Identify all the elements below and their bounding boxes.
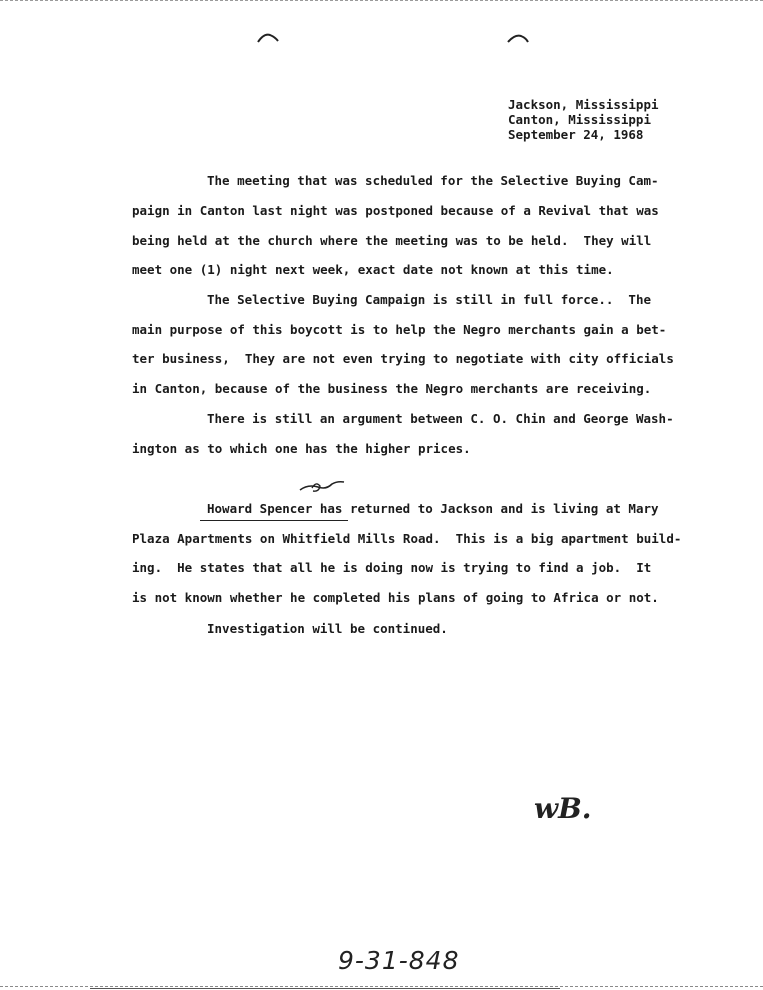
body-line: Plaza Apartments on Whitfield Mills Road. This is a big apartment build- bbox=[132, 531, 682, 546]
bottom-edge-rule bbox=[90, 988, 560, 989]
header-date: September 24, 1968 bbox=[508, 127, 644, 142]
body-line: paign in Canton last night was postponed because of a Revival that was bbox=[132, 203, 659, 218]
file-number: 9-31-848 bbox=[338, 946, 460, 975]
header-block bbox=[508, 97, 659, 142]
name-underline bbox=[200, 520, 348, 521]
punch-mark-left bbox=[256, 30, 280, 46]
body-line: in Canton, because of the business the Negro merchants are receiving. bbox=[132, 381, 652, 396]
body-line: main purpose of this boycott is to help the Negro merchants gain a bet- bbox=[132, 322, 667, 337]
bottom-edge-dashes bbox=[0, 986, 763, 987]
body-line: Investigation will be continued. bbox=[207, 621, 448, 636]
handwritten-check-mark bbox=[298, 478, 346, 496]
punch-mark-right bbox=[506, 32, 530, 46]
body-line: is not known whether he completed his plans of going to Africa or not. bbox=[132, 590, 659, 605]
handwritten-initials: wB. bbox=[534, 792, 592, 825]
body-line: There is still an argument between C. O. Chin and George Wash- bbox=[207, 411, 674, 426]
body-line: being held at the church where the meeting was to be held. They will bbox=[132, 233, 652, 248]
top-edge-dashes bbox=[0, 0, 763, 3]
body-line: Howard Spencer has returned to Jackson and is living at Mary bbox=[207, 501, 659, 516]
body-line: The meeting that was scheduled for the Selective Buying Cam- bbox=[207, 173, 659, 188]
header-place-jackson: Jackson, Mississippi bbox=[508, 97, 659, 112]
body-line: The Selective Buying Campaign is still in full force.. The bbox=[207, 292, 652, 307]
body-line: meet one (1) night next week, exact date not known at this time. bbox=[132, 262, 614, 277]
body-line: ington as to which one has the higher prices. bbox=[132, 441, 471, 456]
header-place-canton: Canton, Mississippi bbox=[508, 112, 651, 127]
body-line: ing. He states that all he is doing now is trying to find a job. It bbox=[132, 560, 652, 575]
body-line: ter business, They are not even trying to negotiate with city officials bbox=[132, 351, 674, 366]
